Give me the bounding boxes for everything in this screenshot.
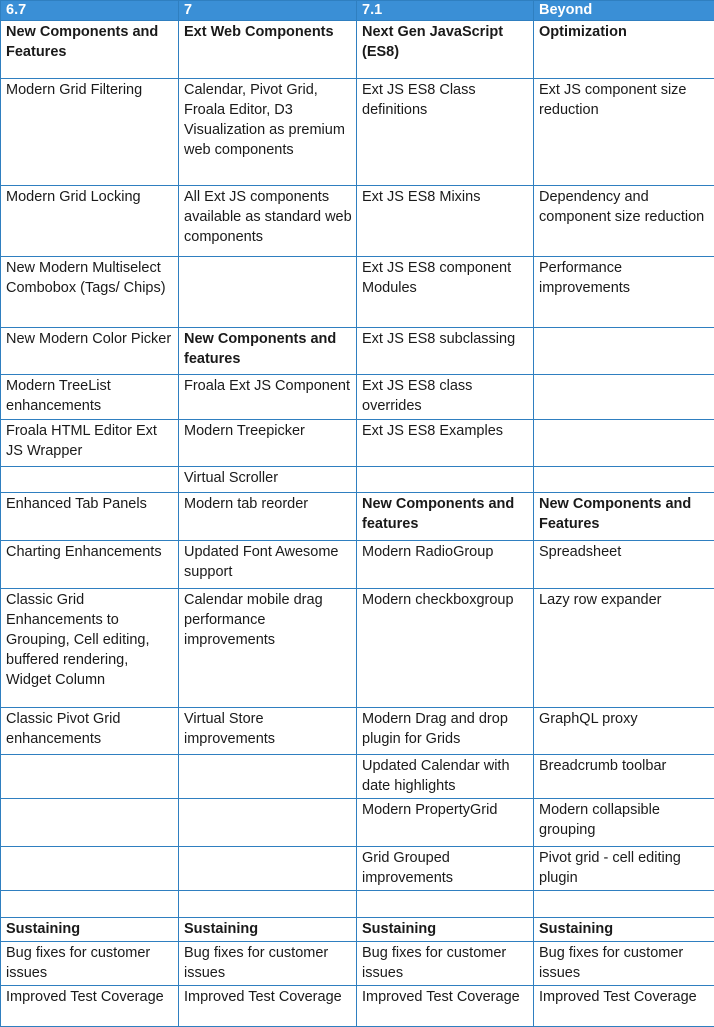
cell-v7-1	[357, 891, 534, 918]
roadmap-header	[1, 1, 714, 21]
table-row	[1, 467, 714, 493]
table-row	[1, 21, 714, 79]
cell-v7	[179, 847, 357, 891]
cell-v7: Improved Test Coverage	[179, 986, 357, 1027]
table-row	[1, 420, 714, 467]
cell-v7-1: Ext JS ES8 subclassing	[357, 328, 534, 375]
column-header-7-1: 7.1	[357, 1, 534, 21]
cell-v7: Sustaining	[179, 918, 357, 942]
cell-v6-7: Classic Grid Enhancements to Grouping, Cell editing, buffered rendering, Widget Column	[1, 589, 179, 708]
cell-v7-1: Modern Drag and drop plugin for Grids	[357, 708, 534, 755]
cell-beyond: Pivot grid - cell editing plugin	[534, 847, 714, 891]
cell-beyond: Bug fixes for customer issues	[534, 942, 714, 986]
cell-v6-7: Charting Enhancements	[1, 541, 179, 589]
cell-beyond: GraphQL proxy	[534, 708, 714, 755]
cell-v7-1: Ext JS ES8 Examples	[357, 420, 534, 467]
cell-v6-7	[1, 467, 179, 493]
table-row	[1, 541, 714, 589]
cell-beyond: Sustaining	[534, 918, 714, 942]
table-row	[1, 986, 714, 1027]
cell-v6-7: Bug fixes for customer issues	[1, 942, 179, 986]
cell-v7-1: Bug fixes for customer issues	[357, 942, 534, 986]
cell-v6-7: Modern Grid Locking	[1, 186, 179, 257]
cell-v7: Modern tab reorder	[179, 493, 357, 541]
cell-v7-1: Grid Grouped improvements	[357, 847, 534, 891]
column-header-6-7: 6.7	[1, 1, 179, 21]
column-header-7: 7	[179, 1, 357, 21]
cell-v7: Calendar, Pivot Grid, Froala Editor, D3 Visualization as premium web components	[179, 79, 357, 186]
cell-beyond: Modern collapsible grouping	[534, 799, 714, 847]
cell-v7: Bug fixes for customer issues	[179, 942, 357, 986]
cell-v7	[179, 257, 357, 328]
cell-v6-7: Enhanced Tab Panels	[1, 493, 179, 541]
cell-v7: Virtual Scroller	[179, 467, 357, 493]
cell-v7: Calendar mobile drag performance improvements	[179, 589, 357, 708]
cell-v6-7: Improved Test Coverage	[1, 986, 179, 1027]
cell-v7-1: Modern RadioGroup	[357, 541, 534, 589]
table-row	[1, 186, 714, 257]
cell-v6-7: New Modern Color Picker	[1, 328, 179, 375]
header-row	[1, 1, 714, 21]
cell-v7-1: Ext JS ES8 component Modules	[357, 257, 534, 328]
cell-beyond: Spreadsheet	[534, 541, 714, 589]
cell-beyond	[534, 467, 714, 493]
table-row	[1, 493, 714, 541]
table-row	[1, 847, 714, 891]
cell-beyond	[534, 891, 714, 918]
cell-v7: All Ext JS components available as standard web components	[179, 186, 357, 257]
cell-v6-7: Modern Grid Filtering	[1, 79, 179, 186]
cell-v7-1: New Components and features	[357, 493, 534, 541]
cell-beyond: Improved Test Coverage	[534, 986, 714, 1027]
column-header-beyond: Beyond	[534, 1, 714, 21]
cell-beyond: Performance improvements	[534, 257, 714, 328]
cell-beyond	[534, 420, 714, 467]
roadmap-body	[1, 21, 714, 1027]
cell-v6-7: Classic Pivot Grid enhancements	[1, 708, 179, 755]
cell-v6-7: Modern TreeList enhancements	[1, 375, 179, 420]
cell-beyond: Ext JS component size reduction	[534, 79, 714, 186]
cell-v7-1	[357, 467, 534, 493]
cell-beyond: Lazy row expander	[534, 589, 714, 708]
cell-v7-1: Ext JS ES8 Class definitions	[357, 79, 534, 186]
cell-v7: Updated Font Awesome support	[179, 541, 357, 589]
cell-v6-7: New Components and Features	[1, 21, 179, 79]
table-row	[1, 799, 714, 847]
cell-v7	[179, 799, 357, 847]
cell-v7	[179, 755, 357, 799]
cell-v6-7: Froala HTML Editor Ext JS Wrapper	[1, 420, 179, 467]
cell-v7-1: Updated Calendar with date highlights	[357, 755, 534, 799]
cell-v6-7	[1, 755, 179, 799]
table-row	[1, 257, 714, 328]
cell-v6-7	[1, 799, 179, 847]
cell-v7: Ext Web Components	[179, 21, 357, 79]
table-row	[1, 891, 714, 918]
cell-v7	[179, 891, 357, 918]
table-row	[1, 918, 714, 942]
table-row	[1, 708, 714, 755]
table-row	[1, 942, 714, 986]
cell-v7-1: Improved Test Coverage	[357, 986, 534, 1027]
cell-beyond: New Components and Features	[534, 493, 714, 541]
cell-beyond: Optimization	[534, 21, 714, 79]
cell-v6-7	[1, 847, 179, 891]
cell-v7-1: Ext JS ES8 class overrides	[357, 375, 534, 420]
table-row	[1, 79, 714, 186]
cell-v7: Virtual Store improvements	[179, 708, 357, 755]
cell-v6-7: Sustaining	[1, 918, 179, 942]
cell-v7: Modern Treepicker	[179, 420, 357, 467]
table-row	[1, 328, 714, 375]
cell-beyond: Dependency and component size reduction	[534, 186, 714, 257]
table-row	[1, 375, 714, 420]
table-row	[1, 755, 714, 799]
cell-v7: Froala Ext JS Component	[179, 375, 357, 420]
table-row	[1, 589, 714, 708]
cell-beyond	[534, 375, 714, 420]
cell-v7-1: Modern checkboxgroup	[357, 589, 534, 708]
cell-v7-1: Ext JS ES8 Mixins	[357, 186, 534, 257]
cell-v7-1: Sustaining	[357, 918, 534, 942]
cell-beyond	[534, 328, 714, 375]
cell-beyond: Breadcrumb toolbar	[534, 755, 714, 799]
cell-v7-1: Modern PropertyGrid	[357, 799, 534, 847]
cell-v6-7	[1, 891, 179, 918]
cell-v6-7: New Modern Multiselect Combobox (Tags/ Chips)	[1, 257, 179, 328]
cell-v7: New Components and features	[179, 328, 357, 375]
cell-v7-1: Next Gen JavaScript (ES8)	[357, 21, 534, 79]
